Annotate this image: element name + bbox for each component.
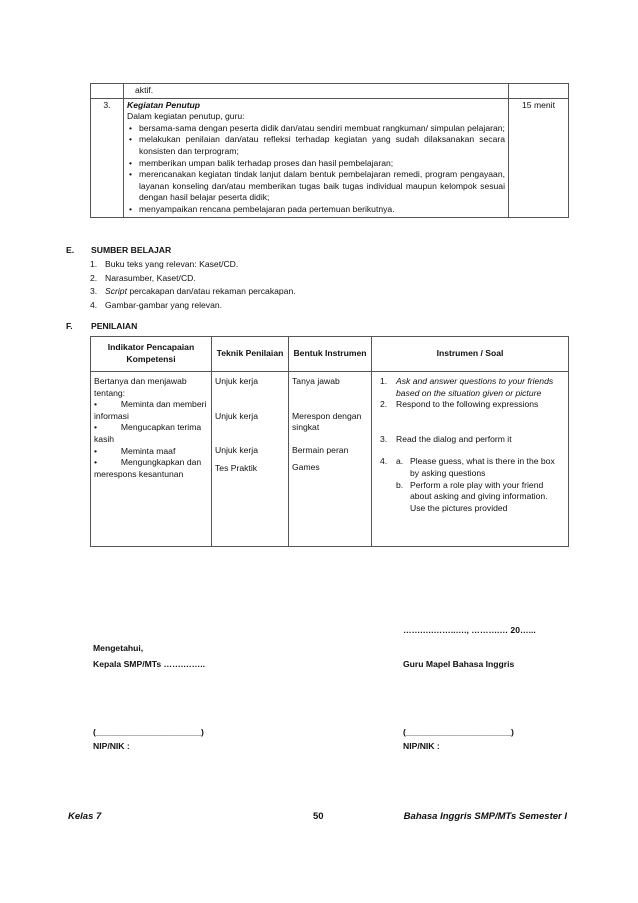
table-row	[91, 98, 569, 217]
section-e-list	[90, 259, 296, 313]
teacher-label: Guru Mapel Bahasa Inggris	[403, 659, 515, 669]
header-indicator: Indikator Pencapaian Kompetensi	[91, 337, 212, 372]
footer-subject: Bahasa Inggris SMP/MTs Semester I	[403, 811, 567, 822]
header-technique: Teknik Penilaian	[212, 337, 289, 372]
list-item: 2. Narasumber, Kaset/CD.	[90, 272, 196, 283]
technique-cell: Unjuk kerja Unjuk kerja Unjuk kerja Tes Praktik	[212, 372, 289, 547]
list-item: • bersama-sama dengan peserta didik dan/atau sendiri membuat rangkuman/ simpulan pelajaran;	[127, 123, 505, 135]
instrument-cell: Tanya jawab Merespon dengan singkat Bermain peran Games	[289, 372, 372, 547]
section-f-heading	[66, 321, 137, 333]
header-instrument: Bentuk Instrumen	[289, 337, 372, 372]
table-row	[91, 84, 569, 99]
list-item: • menyampaikan rencana pembelajaran pada pertemuan berikutnya.	[127, 204, 505, 216]
list-item: 1. Buku teks yang relevan: Kaset/CD.	[90, 259, 239, 269]
row-number: 3.	[91, 98, 124, 217]
list-item: • memberikan umpan balik terhadap proses dan hasil pembelajaran;	[127, 158, 505, 170]
row-title: Kegiatan Penutup	[127, 99, 201, 110]
page-number: 50	[313, 811, 324, 822]
teacher-nip: NIP/NIK :	[403, 741, 440, 751]
principal-signature-blank: (______________________)	[93, 727, 204, 737]
section-title: PENILAIAN	[91, 321, 138, 331]
indicator-cell: Bertanya dan menjawab tentang: • Meminta dan memberi informasi • Mengucapkan terima kasih • Meminta maaf • Mengungkapkan dan merespons kesantunan	[91, 372, 212, 547]
list-item: 1. Ask and answer questions to your friends based on the situation given or picture	[380, 376, 554, 398]
continuation-text: aktif.	[135, 85, 154, 95]
header-question: Instrumen / Soal	[372, 337, 569, 372]
date-line: …….….……..…., ……….… 20…...	[403, 625, 536, 635]
list-item: • merencanakan kegiatan tindak lanjut dalam bentuk pembelajaran remedi, program pengayaan, layanan konseling dan/atau memberikan tugas baik tugas individual maupun kelompok sesuai dengan hasil belajar peserta didik;	[127, 169, 505, 204]
section-letter: F.	[66, 321, 73, 331]
row-intro: Dalam kegiatan penutup, guru:	[127, 111, 245, 122]
row-bullets	[127, 123, 505, 216]
assessment-table	[90, 336, 569, 547]
list-item: 4. Gambar-gambar yang relevan.	[90, 299, 223, 310]
section-title: SUMBER BELAJAR	[91, 245, 172, 255]
teacher-signature-blank: (______________________)	[403, 727, 514, 737]
section-e-heading	[66, 245, 171, 257]
list-item: • melakukan penilaian dan/atau refleksi terhadap kegiatan yang sudah dilaksanakan secara konsisten dan terprogram;	[127, 134, 505, 157]
list-item: 3. Read the dialog and perform it	[380, 433, 512, 444]
list-item: 3. Script percakapan dan/atau rekaman percakapan.	[90, 286, 296, 297]
list-item: 4. a. Please guess, what is there in the box by asking questions b. Perform a role play with your friend about asking and giving information. Use the pictures provided	[380, 456, 555, 513]
list-item: 2. Respond to the following expressions	[380, 399, 539, 410]
acknowledged-label: Mengetahui,	[93, 643, 144, 653]
row-time: 15 menit	[509, 98, 569, 217]
row-content	[124, 98, 509, 217]
principal-nip: NIP/NIK :	[93, 741, 130, 751]
table-row	[91, 372, 569, 547]
principal-label: Kepala SMP/MTs …….……..	[93, 659, 206, 669]
section-letter: E.	[66, 245, 75, 255]
table-header-row	[91, 337, 569, 372]
question-cell	[372, 372, 569, 547]
footer-class: Kelas 7	[68, 811, 102, 822]
activity-table	[90, 83, 569, 218]
